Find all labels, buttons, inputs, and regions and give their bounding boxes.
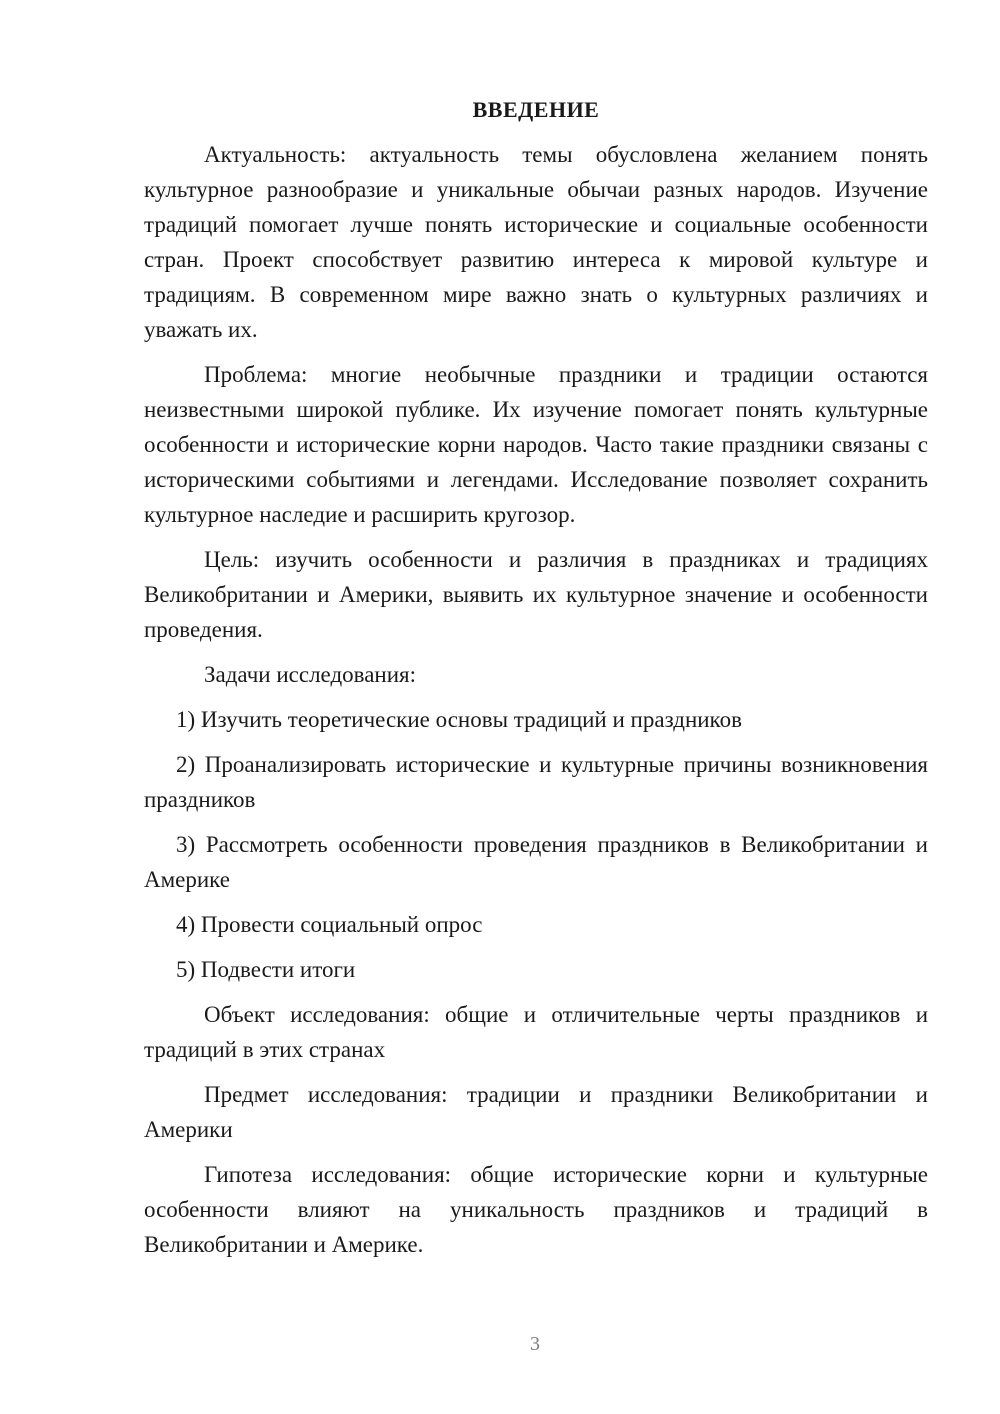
page-number: 3 (530, 1333, 540, 1355)
paragraph-problem: Проблема: многие необычные праздники и традиции остаются неизвестными широкой публике. Их изучение помогает понять культурные особенности и исторические корни народов. Часто такие праздники связаны с историческими событиями и легендами. Исследование позволяет сохранить культурное наследие и расширить кругозор. (144, 362, 928, 527)
paragraph-relevance: Актуальность: актуальность темы обусловлена желанием понять культурное разнообразие и уникальные обычаи разных народов. Изучение традиций помогает лучше понять исторические и социальные особенности стран. Проект способствует развитию интереса к мировой культуре и традициям. В современном мире важно знать о культурных различиях и уважать их. (144, 142, 928, 342)
paragraph-hypothesis: Гипотеза исследования: общие исторические корни и культурные особенности влияют на уникальность праздников и традиций в Великобритании и Америке. (144, 1162, 928, 1257)
task-item-1: 1) Изучить теоретические основы традиций и праздников (176, 707, 742, 732)
task-item-5: 5) Подвести итоги (176, 957, 356, 982)
task-item-4: 4) Провести социальный опрос (176, 912, 483, 937)
document-body (144, 92, 928, 1272)
page-title: ВВЕДЕНИЕ (472, 97, 600, 122)
paragraph-object: Объект исследования: общие и отличительные черты праздников и традиций в этих странах (144, 1002, 928, 1062)
paragraph-goal: Цель: изучить особенности и различия в праздниках и традициях Великобритании и Америки, выявить их культурное значение и особенности проведения. (144, 547, 928, 642)
paragraph-subject: Предмет исследования: традиции и праздники Великобритании и Америки (144, 1082, 928, 1142)
task-item-2: 2) Проанализировать исторические и культурные причины возникновения праздников (144, 752, 928, 812)
tasks-heading: Задачи исследования: (204, 662, 417, 687)
task-item-3: 3) Рассмотреть особенности проведения праздников в Великобритании и Америке (144, 832, 928, 892)
